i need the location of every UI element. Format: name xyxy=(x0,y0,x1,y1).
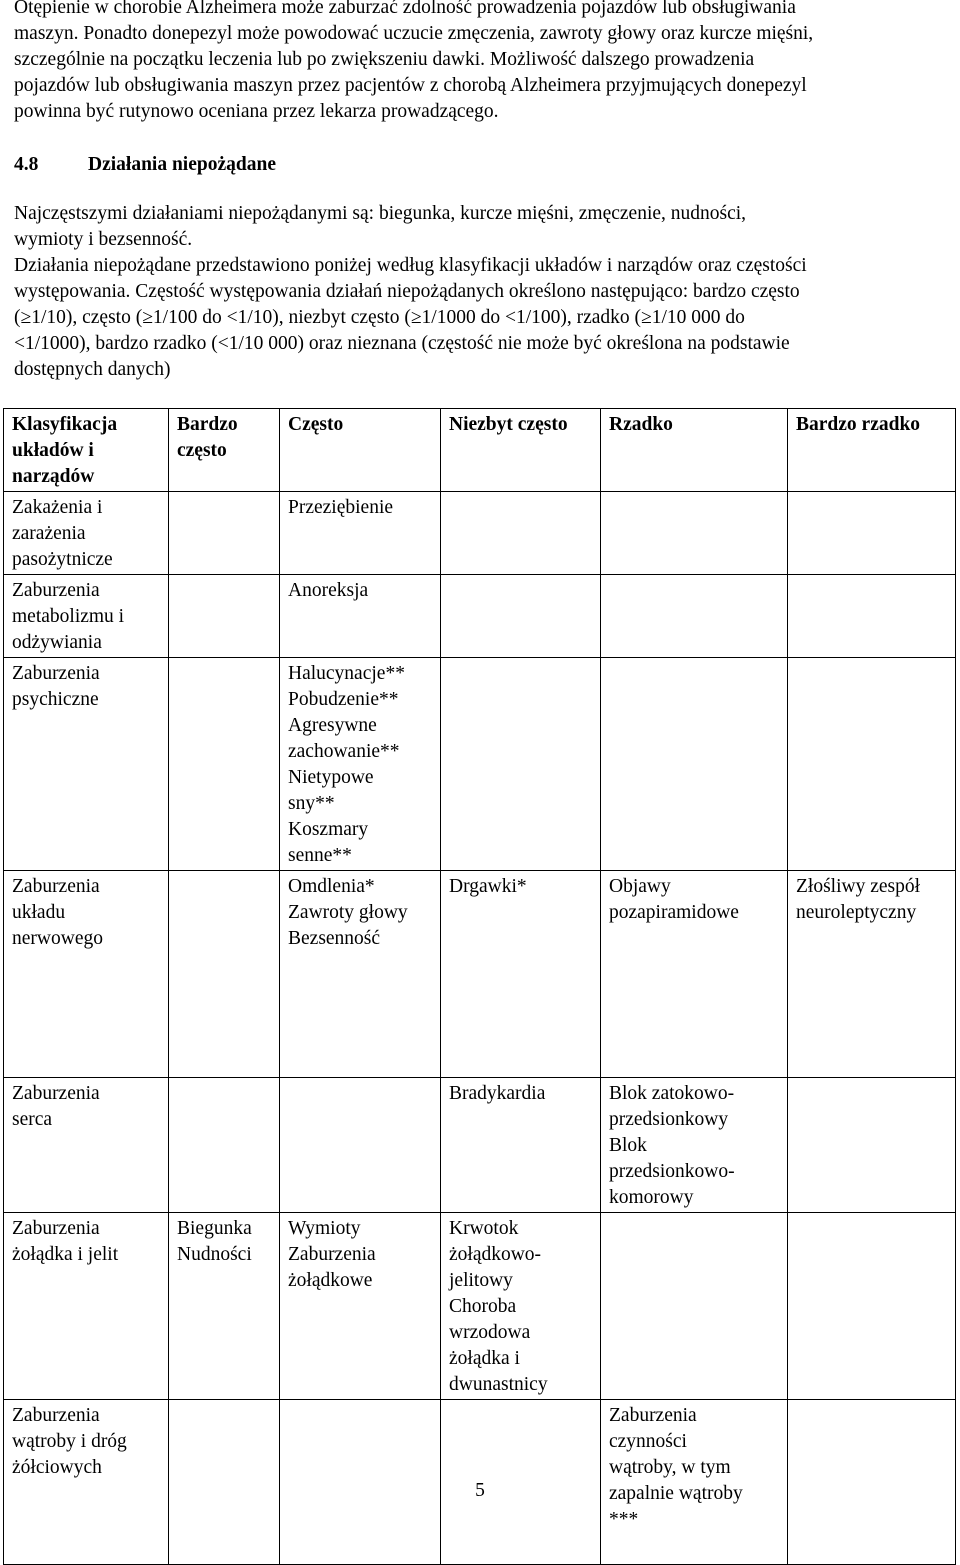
cell-text: sny** xyxy=(288,793,335,814)
cell-classification xyxy=(4,575,169,658)
table-row xyxy=(4,575,956,658)
cell-text: Zaburzenia xyxy=(12,1405,100,1426)
cell-common xyxy=(280,658,441,871)
cell-common xyxy=(280,871,441,1078)
table-row xyxy=(4,492,956,575)
cell-text: Omdlenia* xyxy=(288,876,375,897)
cell-text: Zawroty głowy xyxy=(288,902,408,923)
cell-text: Zaburzenia xyxy=(12,1218,100,1239)
cell-text: Rzadko xyxy=(609,414,673,435)
cell-common xyxy=(280,1078,441,1213)
cell-text: wrzodowa xyxy=(449,1322,531,1343)
section-heading xyxy=(14,152,948,178)
cell-text: Często xyxy=(288,414,344,435)
cell-text: Bardzo xyxy=(177,414,238,435)
body-line: Działania niepożądane przedstawiono poniżej według klasyfikacji układów i narządów oraz częstości xyxy=(14,255,807,276)
cell-very-common xyxy=(169,1213,280,1400)
cell-very-common xyxy=(169,871,280,1078)
cell-text: zarażenia xyxy=(12,523,86,544)
adverse-effects-table xyxy=(3,408,956,1565)
intro-line: pojazdów lub obsługiwania maszyn przez pacjentów z chorobą Alzheimera przyjmujących donepezyl xyxy=(14,75,807,96)
cell-text: wątroby i dróg xyxy=(12,1431,127,1452)
cell-text: Zaburzenia xyxy=(12,1083,100,1104)
cell-text: Halucynacje** xyxy=(288,663,405,684)
cell-text: pasożytnicze xyxy=(12,549,113,570)
cell-text: żołądka i jelit xyxy=(12,1244,119,1265)
cell-very-common xyxy=(169,658,280,871)
header-cell-common xyxy=(280,409,441,492)
cell-uncommon xyxy=(441,658,601,871)
cell-very-rare xyxy=(788,1078,956,1213)
cell-text: Choroba xyxy=(449,1296,517,1317)
cell-rare xyxy=(601,658,788,871)
cell-text: żołądka i xyxy=(449,1348,520,1369)
cell-very-common xyxy=(169,492,280,575)
cell-classification xyxy=(4,871,169,1078)
cell-text: Zaburzenia xyxy=(288,1244,376,1265)
cell-very-rare xyxy=(788,492,956,575)
cell-text: zapalnie wątroby xyxy=(609,1483,743,1504)
cell-text: przedsionkowy xyxy=(609,1109,729,1130)
body-line: wymioty i bezsenność. xyxy=(14,229,193,250)
cell-text: psychiczne xyxy=(12,689,99,710)
cell-common xyxy=(280,1213,441,1400)
cell-very-rare xyxy=(788,575,956,658)
cell-very-common xyxy=(169,575,280,658)
cell-classification xyxy=(4,1078,169,1213)
cell-very-common xyxy=(169,1078,280,1213)
cell-text: nerwowego xyxy=(12,928,103,949)
cell-text: Złośliwy zespół xyxy=(796,876,921,897)
section-number: 4.8 xyxy=(14,154,39,175)
cell-text: Objawy xyxy=(609,876,671,897)
cell-text: Zaburzenia xyxy=(609,1405,697,1426)
intro-paragraph xyxy=(14,0,948,125)
cell-rare xyxy=(601,1213,788,1400)
cell-text: Blok zatokowo- xyxy=(609,1083,735,1104)
body-paragraph-2 xyxy=(14,253,948,383)
table-header-row xyxy=(4,409,956,492)
cell-very-rare xyxy=(788,658,956,871)
section-title: Działania niepożądane xyxy=(88,154,276,175)
cell-rare xyxy=(601,1078,788,1213)
cell-common xyxy=(280,575,441,658)
cell-text: *** xyxy=(609,1509,639,1530)
cell-text: Zakażenia i xyxy=(12,497,103,518)
cell-classification xyxy=(4,1213,169,1400)
body-line: występowania. Częstość występowania działań niepożądanych określono następująco: bardzo często xyxy=(14,281,800,302)
intro-line: maszyn. Ponadto donepezyl może powodować uczucie zmęczenia, zawroty głowy oraz kurcze mięśni, xyxy=(14,23,814,44)
cell-text: Nudności xyxy=(177,1244,252,1265)
cell-text: neuroleptyczny xyxy=(796,902,917,923)
cell-text: Biegunka xyxy=(177,1218,252,1239)
intro-line: powinna być rutynowo oceniana przez lekarza prowadzącego. xyxy=(14,101,499,122)
body-line: Najczęstszymi działaniami niepożądanymi są: biegunka, kurcze mięśni, zmęczenie, nudności, xyxy=(14,203,747,224)
cell-text: Bardzo rzadko xyxy=(796,414,921,435)
cell-rare xyxy=(601,575,788,658)
intro-line: szczególnie na początku leczenia lub po zwiększeniu dawki. Możliwość dalszego prowadzenia xyxy=(14,49,755,70)
cell-text: Przeziębienie xyxy=(288,497,394,518)
cell-text: Nietypowe xyxy=(288,767,374,788)
cell-text: jelitowy xyxy=(449,1270,513,1291)
body-line: (≥1/10), często (≥1/100 do <1/10), niezbyt często (≥1/1000 do <1/100), rzadko (≥1/10 000 do xyxy=(14,307,745,328)
cell-text: Niezbyt często xyxy=(449,414,568,435)
cell-text: Wymioty xyxy=(288,1218,361,1239)
cell-text: Drgawki* xyxy=(449,876,527,897)
cell-text: czynności xyxy=(609,1431,687,1452)
cell-text: odżywiania xyxy=(12,632,102,653)
table-row xyxy=(4,1213,956,1400)
table-row xyxy=(4,658,956,871)
cell-text: metabolizmu i xyxy=(12,606,125,627)
cell-text: Blok xyxy=(609,1135,647,1156)
cell-text: Pobudzenie** xyxy=(288,689,399,710)
cell-text: Anoreksja xyxy=(288,580,369,601)
cell-text: Zaburzenia xyxy=(12,876,100,897)
cell-uncommon xyxy=(441,575,601,658)
cell-rare xyxy=(601,871,788,1078)
table-row xyxy=(4,871,956,1078)
cell-text: dwunastnicy xyxy=(449,1374,548,1395)
cell-text: zachowanie** xyxy=(288,741,400,762)
header-cell-classification xyxy=(4,409,169,492)
header-cell-rare xyxy=(601,409,788,492)
cell-text: układów i xyxy=(12,440,94,461)
cell-text: Bezsenność xyxy=(288,928,381,949)
cell-uncommon xyxy=(441,871,601,1078)
cell-text: serca xyxy=(12,1109,53,1130)
cell-text: Koszmary xyxy=(288,819,369,840)
table-row xyxy=(4,1078,956,1213)
cell-text: wątroby, w tym xyxy=(609,1457,731,1478)
cell-text: Zaburzenia xyxy=(12,663,100,684)
cell-text: narządów xyxy=(12,466,95,487)
cell-very-rare xyxy=(788,1213,956,1400)
page-number: 5 xyxy=(475,1480,485,1501)
header-cell-very-common xyxy=(169,409,280,492)
cell-text: komorowy xyxy=(609,1187,694,1208)
cell-common xyxy=(280,492,441,575)
cell-text: Zaburzenia xyxy=(12,580,100,601)
cell-text: Agresywne xyxy=(288,715,377,736)
cell-text: często xyxy=(177,440,227,461)
cell-rare xyxy=(601,492,788,575)
body-line: dostępnych danych) xyxy=(14,359,171,380)
header-cell-uncommon xyxy=(441,409,601,492)
body-paragraph-1 xyxy=(14,201,948,253)
cell-text: żołądkowe xyxy=(288,1270,373,1291)
cell-text: Klasyfikacja xyxy=(12,414,118,435)
document-page xyxy=(14,0,948,383)
cell-text: żółciowych xyxy=(12,1457,102,1478)
cell-text: żołądkowo- xyxy=(449,1244,542,1265)
body-line: <1/1000), bardzo rzadko (<1/10 000) oraz nieznana (częstość nie może być określona na podstawie xyxy=(14,333,790,354)
header-cell-very-rare xyxy=(788,409,956,492)
cell-text: pozapiramidowe xyxy=(609,902,739,923)
cell-uncommon xyxy=(441,492,601,575)
cell-text: przedsionkowo- xyxy=(609,1161,735,1182)
cell-text: Bradykardia xyxy=(449,1083,546,1104)
cell-text: senne** xyxy=(288,845,352,866)
cell-uncommon xyxy=(441,1213,601,1400)
cell-classification xyxy=(4,492,169,575)
cell-uncommon xyxy=(441,1078,601,1213)
cell-very-rare xyxy=(788,871,956,1078)
intro-line: Otępienie w chorobie Alzheimera może zaburzać zdolność prowadzenia pojazdów lub obsługiwania xyxy=(14,0,796,18)
cell-text: układu xyxy=(12,902,66,923)
cell-classification xyxy=(4,658,169,871)
cell-text: Krwotok xyxy=(449,1218,519,1239)
